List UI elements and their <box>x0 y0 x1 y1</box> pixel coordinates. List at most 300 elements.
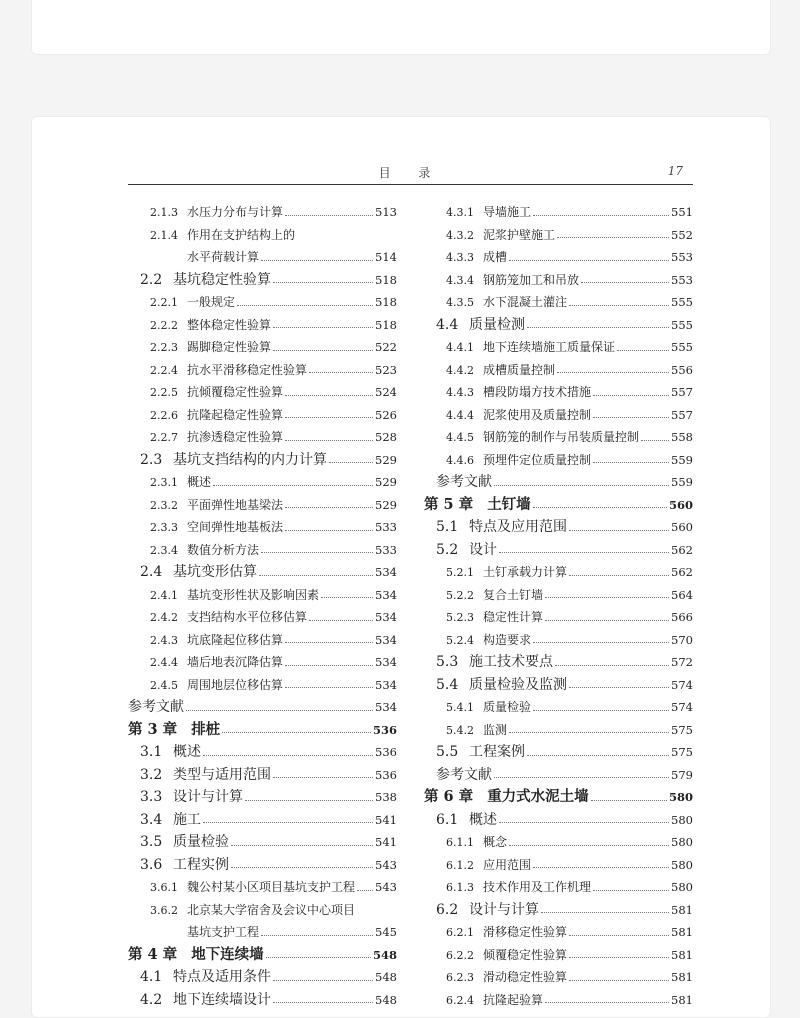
dot-leader <box>617 342 669 351</box>
toc-entry-number: 4.4.4 <box>446 408 474 422</box>
toc-entry[interactable] <box>424 674 693 697</box>
toc-entry-title: 施工技术要点 <box>469 654 553 670</box>
dot-leader <box>273 274 373 283</box>
toc-entry-title: 稳定性计算 <box>483 610 544 624</box>
toc-entry-title: 基坑变形性状及影响因素 <box>187 587 320 602</box>
dot-leader <box>285 657 373 666</box>
toc-entry-page: 526 <box>375 407 397 422</box>
toc-entry-title: 参考文献 <box>128 699 184 715</box>
toc-entry-page: 564 <box>671 587 693 602</box>
toc-entry[interactable] <box>128 696 397 719</box>
dot-leader <box>273 769 373 778</box>
toc-entry-page: 543 <box>375 880 397 894</box>
toc-entry[interactable] <box>424 899 693 922</box>
toc-entry-number: 3.4 <box>140 811 163 828</box>
dot-leader <box>499 544 669 553</box>
toc-entry-number: 2.2.2 <box>150 318 178 332</box>
toc-entry-page: 534 <box>375 700 397 714</box>
toc-entry-number: 2.4.2 <box>150 611 178 624</box>
toc-entry-number: 3.3 <box>140 789 163 805</box>
toc-entry-title: 一般规定 <box>187 295 236 309</box>
toc-entry-title: 魏公村某小区项目基坑支护工程 <box>187 880 356 894</box>
toc-entry-title: 泥浆使用及质量控制 <box>483 407 592 422</box>
toc-entry-number: 6.2.4 <box>446 993 474 1007</box>
toc-entry-title: 排桩 <box>191 720 221 738</box>
toc-entry-number: 2.4.4 <box>150 656 178 669</box>
toc-entry-number: 2.3.2 <box>150 498 178 512</box>
dot-leader <box>245 792 373 801</box>
page-title: 目 录 <box>378 166 443 180</box>
toc-entry-number: 5.4 <box>436 676 459 693</box>
dot-leader <box>527 319 669 328</box>
dot-leader <box>285 634 373 643</box>
toc-entry-page: 555 <box>671 340 693 354</box>
toc-entry[interactable] <box>128 224 397 247</box>
toc-entry-title: 概念 <box>483 835 508 849</box>
toc-entry-title: 特点及适用条件 <box>173 969 271 985</box>
dot-leader <box>259 567 373 576</box>
toc-entry-page: 548 <box>375 970 397 984</box>
dot-leader <box>591 792 667 801</box>
toc-entry-title: 周围地层位移估算 <box>187 677 284 692</box>
toc-entry-title: 地下连续墙 <box>191 945 264 963</box>
toc-entry[interactable] <box>128 314 397 337</box>
dot-leader <box>285 522 373 531</box>
toc-entry[interactable] <box>424 291 693 314</box>
dot-leader <box>593 882 669 891</box>
toc-entry[interactable] <box>424 584 693 607</box>
toc-entry-page: 536 <box>375 745 397 759</box>
toc-entry-number: 2.4.1 <box>150 588 178 602</box>
toc-entry-number: 2.2.7 <box>150 431 178 444</box>
dot-leader <box>186 702 373 711</box>
toc-entry-title: 地下连续墙施工质量保证 <box>483 340 616 354</box>
dot-leader <box>231 859 373 868</box>
dot-leader <box>285 409 373 418</box>
toc-entry-number: 4.3.4 <box>446 273 474 287</box>
dot-leader <box>261 927 373 936</box>
toc-entry-page: 581 <box>671 992 693 1007</box>
dot-leader <box>593 409 669 418</box>
toc-entry[interactable] <box>424 719 693 742</box>
toc-entry-page: 558 <box>671 430 693 444</box>
toc-entry[interactable] <box>424 966 693 989</box>
toc-entry-number: 6.2.1 <box>446 926 474 939</box>
toc-entry-page: 575 <box>671 745 693 759</box>
dot-leader <box>545 994 669 1003</box>
toc-entry[interactable] <box>424 831 693 854</box>
toc-entry-page: 534 <box>375 587 397 602</box>
toc-entry-title: 质量检验及监测 <box>469 676 567 693</box>
toc-entry[interactable] <box>128 449 397 472</box>
toc-entry-title: 应用范围 <box>483 857 532 872</box>
dot-leader <box>285 679 373 688</box>
toc-entry[interactable] <box>128 404 397 427</box>
toc-entry[interactable] <box>424 381 693 404</box>
toc-entry[interactable] <box>128 201 397 224</box>
toc-entry-number: 4.4 <box>436 316 459 333</box>
toc-entry[interactable] <box>424 201 693 224</box>
toc-entry[interactable] <box>128 719 397 742</box>
toc-entry[interactable] <box>424 696 693 719</box>
dot-leader <box>533 499 667 508</box>
toc-entry-title: 钢筋笼加工和吊放 <box>483 272 580 287</box>
toc-entry-number: 6.1 <box>436 811 459 828</box>
toc-entry-page: 555 <box>671 317 693 332</box>
dot-leader <box>555 657 669 666</box>
toc-entry-page: 566 <box>671 610 693 624</box>
toc-entry-number: 4.3.1 <box>446 206 474 219</box>
toc-entry[interactable] <box>424 944 693 967</box>
dot-leader <box>321 589 373 598</box>
toc-entry-title: 墙后地表沉降估算 <box>187 655 284 669</box>
toc-entry[interactable] <box>128 831 397 854</box>
toc-entry-page: 534 <box>375 655 397 669</box>
toc-entry[interactable] <box>424 809 693 832</box>
toc-entry-title: 特点及应用范围 <box>469 519 567 535</box>
toc-entry-page: 559 <box>671 475 693 489</box>
toc-entry[interactable] <box>424 516 693 539</box>
toc-entry-number: 3.6.1 <box>150 881 178 894</box>
toc-entry-number: 5.2.1 <box>446 566 474 579</box>
toc-entry[interactable] <box>128 741 397 764</box>
dot-leader <box>273 319 373 328</box>
toc-entry[interactable] <box>424 426 693 449</box>
toc-entry-page: 575 <box>671 722 693 737</box>
toc-entry-page: 518 <box>375 295 397 309</box>
toc-entry-title: 抗渗透稳定性验算 <box>187 430 284 444</box>
toc-entry[interactable] <box>128 471 397 494</box>
toc-entry-title: 作用在支护结构上的 <box>187 227 296 242</box>
toc-entry[interactable] <box>128 651 397 674</box>
toc-entry[interactable] <box>424 314 693 337</box>
toc-left-column <box>128 201 397 1011</box>
toc-entry-number: 4.4.3 <box>446 386 474 399</box>
dot-leader <box>285 387 373 396</box>
toc-entry-number: 3.5 <box>140 834 163 850</box>
dot-leader <box>557 229 669 238</box>
toc-entry-title: 钢筋笼的制作与吊装质量控制 <box>483 430 640 444</box>
dot-leader <box>509 837 669 846</box>
toc-entry[interactable] <box>424 876 693 899</box>
dot-leader <box>285 432 373 441</box>
toc-entry-title: 数值分析方法 <box>187 542 260 557</box>
dot-leader <box>273 342 373 351</box>
toc-entry-page: 580 <box>671 835 693 849</box>
toc-entry-page: 534 <box>375 632 397 647</box>
running-header <box>128 162 693 185</box>
toc-entry-page: 533 <box>375 542 397 557</box>
toc-entry-number: 2.2.5 <box>150 386 178 399</box>
toc-entry-title: 基坑支挡结构的内力计算 <box>173 451 327 468</box>
toc-entry-page: 562 <box>671 565 693 579</box>
dot-leader <box>357 882 373 891</box>
toc-entry-title: 抗水平滑移稳定性验算 <box>187 362 308 377</box>
dot-leader <box>569 297 669 306</box>
toc-entry[interactable] <box>424 921 693 944</box>
toc-entry-number: 2.1.3 <box>150 206 178 219</box>
dot-leader <box>285 207 373 216</box>
toc-entry[interactable] <box>128 876 397 899</box>
toc-entry-number: 2.3.1 <box>150 476 178 489</box>
toc-entry-number: 6.1.1 <box>446 836 474 849</box>
toc-entry-page: 536 <box>375 767 397 782</box>
toc-entry-title: 设计 <box>469 541 497 558</box>
dot-leader <box>533 207 669 216</box>
toc-entry-number: 3.1 <box>140 744 163 760</box>
toc-entry[interactable] <box>128 381 397 404</box>
toc-entry-number: 5.2.2 <box>446 588 474 602</box>
toc-entry[interactable] <box>128 561 397 584</box>
previous-page-card <box>31 0 771 55</box>
toc-entry-page: 580 <box>671 857 693 872</box>
toc-entry-title: 概述 <box>187 475 212 489</box>
toc-entry-page: 529 <box>375 497 397 512</box>
toc-entry[interactable] <box>424 854 693 877</box>
toc-entry[interactable] <box>128 899 397 922</box>
toc-entry-page: 556 <box>671 362 693 377</box>
toc-entry-title: 成槽 <box>483 250 508 264</box>
toc-entry[interactable] <box>424 449 693 472</box>
toc-entry-title: 水下混凝土灌注 <box>483 295 568 309</box>
toc-entry-number: 5.1 <box>436 519 459 535</box>
toc-entry-number: 2.2 <box>140 271 163 288</box>
toc-entry-number: 2.4.5 <box>150 678 178 692</box>
toc-entry[interactable] <box>128 246 397 269</box>
toc-entry-page: 581 <box>671 970 693 984</box>
toc-entry[interactable] <box>424 539 693 562</box>
toc-entry-page: 529 <box>375 452 397 467</box>
toc-entry-page: 580 <box>671 812 693 827</box>
toc-entry-title: 施工 <box>173 811 201 828</box>
toc-entry-number: 3.6.2 <box>150 903 178 917</box>
toc-entry-title: 北京某大学宿舍及会议中心项目 <box>187 902 356 917</box>
toc-entry-number: 4.3.3 <box>446 251 474 264</box>
toc-entry-page: 557 <box>671 385 693 399</box>
toc-entry[interactable] <box>128 606 397 629</box>
dot-leader <box>494 769 669 778</box>
toc-entry-number: 2.2.4 <box>150 363 178 377</box>
toc-entry-title: 参考文献 <box>436 766 492 783</box>
toc-entry-title: 地下连续墙设计 <box>173 991 271 1008</box>
toc-entry-page: 581 <box>671 947 693 962</box>
dot-leader <box>261 544 373 553</box>
toc-entry[interactable] <box>128 764 397 787</box>
dot-leader <box>593 387 669 396</box>
toc-entry-title: 参考文献 <box>436 474 492 490</box>
toc-entry-number: 2.4 <box>140 564 163 580</box>
toc-entry-title: 滑移稳定性验算 <box>483 925 568 939</box>
toc-entry[interactable] <box>128 809 397 832</box>
toc-right-column <box>424 201 693 1011</box>
toc-entry-number: 2.3.4 <box>150 543 178 557</box>
toc-entry-page: 541 <box>375 835 397 849</box>
toc-entry-number: 2.1.4 <box>150 228 178 242</box>
toc-entry[interactable] <box>424 269 693 292</box>
toc-entry-title: 水平荷载计算 <box>187 250 260 264</box>
dot-leader <box>569 927 669 936</box>
toc-entry[interactable] <box>424 494 693 517</box>
toc-entry-page: 536 <box>372 722 397 737</box>
dot-leader <box>266 949 371 958</box>
toc-entry[interactable] <box>424 471 693 494</box>
toc-entry-page: 548 <box>372 947 397 962</box>
toc-entry[interactable] <box>128 539 397 562</box>
toc-entry[interactable] <box>128 786 397 809</box>
toc-entry-page: 513 <box>375 205 397 219</box>
toc-entry-number: 2.3.3 <box>150 521 178 534</box>
toc-entry-page: 559 <box>671 452 693 467</box>
toc-entry-page: 551 <box>671 205 693 219</box>
toc-entry-title: 整体稳定性验算 <box>187 317 272 332</box>
toc-entry-page: 552 <box>671 227 693 242</box>
toc-entry-title: 基坑支护工程 <box>187 925 260 939</box>
dot-leader <box>213 477 373 486</box>
toc-entry-number: 6.1.3 <box>446 881 474 894</box>
toc-entry[interactable] <box>128 359 397 382</box>
toc-entry-number: 4.3.5 <box>446 296 474 309</box>
toc-entry[interactable] <box>128 921 397 944</box>
dot-leader <box>569 679 669 688</box>
toc-entry-page: 570 <box>671 632 693 647</box>
dot-leader <box>569 972 669 981</box>
toc-entry-title: 监测 <box>483 722 508 737</box>
toc-entry-title: 预埋件定位质量控制 <box>483 452 592 467</box>
dot-leader <box>569 567 669 576</box>
toc-entry-number: 6.1.2 <box>446 858 474 872</box>
toc-entry[interactable] <box>128 516 397 539</box>
toc-entry-page: 534 <box>375 565 397 579</box>
dot-leader <box>509 252 669 261</box>
toc-entry[interactable] <box>424 561 693 584</box>
toc-entry[interactable] <box>424 629 693 652</box>
dot-leader <box>203 747 373 756</box>
toc-entry[interactable] <box>424 404 693 427</box>
toc-entry-page: 562 <box>671 542 693 557</box>
toc-entry-title: 基坑稳定性验算 <box>173 271 271 288</box>
page-number: 17 <box>667 164 683 178</box>
toc-entry[interactable] <box>128 426 397 449</box>
toc-entry-title: 基坑变形估算 <box>173 564 257 580</box>
toc-entry-page: 579 <box>671 767 693 782</box>
toc-entry-page: 560 <box>668 497 693 512</box>
toc-entry-number: 5.4.1 <box>446 701 474 714</box>
dot-leader <box>641 432 669 441</box>
toc-entry-title: 土钉承载力计算 <box>483 565 568 579</box>
toc-entry-title: 倾覆稳定性验算 <box>483 947 568 962</box>
toc-entry-number: 4.4.5 <box>446 431 474 444</box>
dot-leader <box>569 522 669 531</box>
toc-entry[interactable] <box>424 606 693 629</box>
toc-entry[interactable] <box>424 786 693 809</box>
toc-entry-page: 580 <box>668 790 693 804</box>
toc-entry-number: 2.2.6 <box>150 408 178 422</box>
toc-entry-page: 574 <box>671 677 693 692</box>
toc-entry[interactable] <box>128 269 397 292</box>
toc-entry-title: 概述 <box>173 744 201 760</box>
toc-entry[interactable] <box>424 224 693 247</box>
toc-entry-title: 踢脚稳定性验算 <box>187 340 272 354</box>
dot-leader <box>309 364 373 373</box>
toc-entry-title: 设计与计算 <box>173 789 243 805</box>
dot-leader <box>509 724 669 733</box>
dot-leader <box>222 724 371 733</box>
dot-leader <box>569 949 669 958</box>
toc-entry[interactable] <box>424 336 693 359</box>
dot-leader <box>309 612 373 621</box>
toc-entry[interactable] <box>128 629 397 652</box>
toc-entry[interactable] <box>424 651 693 674</box>
toc-entry-title: 泥浆护壁施工 <box>483 227 556 242</box>
dot-leader <box>329 454 373 463</box>
toc-entry-number: 2.2.3 <box>150 341 178 354</box>
toc-entry-title: 槽段防塌方技术措施 <box>483 385 592 399</box>
toc-entry-title: 重力式水泥土墙 <box>487 788 589 805</box>
toc-entry-number: 第 5 章 <box>424 495 474 513</box>
dot-leader <box>533 859 669 868</box>
toc-entry-page: 538 <box>375 790 397 804</box>
toc-entry[interactable] <box>128 584 397 607</box>
toc-entry-page: 522 <box>375 340 397 354</box>
toc-entry[interactable] <box>128 944 397 967</box>
toc-entry-title: 土钉墙 <box>487 495 531 513</box>
toc-entry[interactable] <box>424 246 693 269</box>
dot-leader <box>533 702 669 711</box>
toc-entry-number: 4.4.2 <box>446 363 474 377</box>
toc-entry-title: 坑底隆起位移估算 <box>187 632 284 647</box>
toc-entry[interactable] <box>424 764 693 787</box>
toc-entry[interactable] <box>128 966 397 989</box>
toc-entry-page: 581 <box>671 902 693 917</box>
toc-entry[interactable] <box>128 291 397 314</box>
toc-entry-number: 5.2.3 <box>446 611 474 624</box>
toc-entry-page: 557 <box>671 407 693 422</box>
toc-entry-page: 555 <box>671 295 693 309</box>
toc-entry[interactable] <box>424 741 693 764</box>
dot-leader <box>533 634 669 643</box>
toc-entry-number: 3.2 <box>140 766 163 783</box>
toc-entry-number: 2.3 <box>140 451 163 468</box>
toc-entry-page: 518 <box>375 272 397 287</box>
toc-entry[interactable] <box>128 854 397 877</box>
toc-entry-page: 581 <box>671 925 693 939</box>
toc-entry-number: 6.2 <box>436 901 459 918</box>
dot-leader <box>545 589 669 598</box>
dot-leader <box>545 612 669 621</box>
toc-entry-number: 6.2.3 <box>446 971 474 984</box>
toc-entry-title: 设计与计算 <box>469 901 539 918</box>
toc-entry-page: 534 <box>375 677 397 692</box>
toc-entry[interactable] <box>128 674 397 697</box>
toc-entry-number: 2.2.1 <box>150 296 178 309</box>
toc-entry[interactable] <box>128 494 397 517</box>
toc-entry-number: 6.2.2 <box>446 948 474 962</box>
toc-entry-title: 质量检验 <box>483 700 532 714</box>
toc-entry-title: 支挡结构水平位移估算 <box>187 610 308 624</box>
toc-entry-page: 541 <box>375 812 397 827</box>
toc-entry-title: 工程案例 <box>469 744 525 760</box>
dot-leader <box>273 972 373 981</box>
toc-entry-page: 553 <box>671 250 693 264</box>
toc-entry-title: 概述 <box>469 811 497 828</box>
toc-entry-number: 4.3.2 <box>446 228 474 242</box>
toc-entry-page: 529 <box>375 475 397 489</box>
dot-leader <box>499 814 669 823</box>
toc-entry[interactable] <box>424 359 693 382</box>
toc-entry-page: 545 <box>375 925 397 939</box>
toc-entry[interactable] <box>128 336 397 359</box>
toc-entry-title: 成槽质量控制 <box>483 362 556 377</box>
